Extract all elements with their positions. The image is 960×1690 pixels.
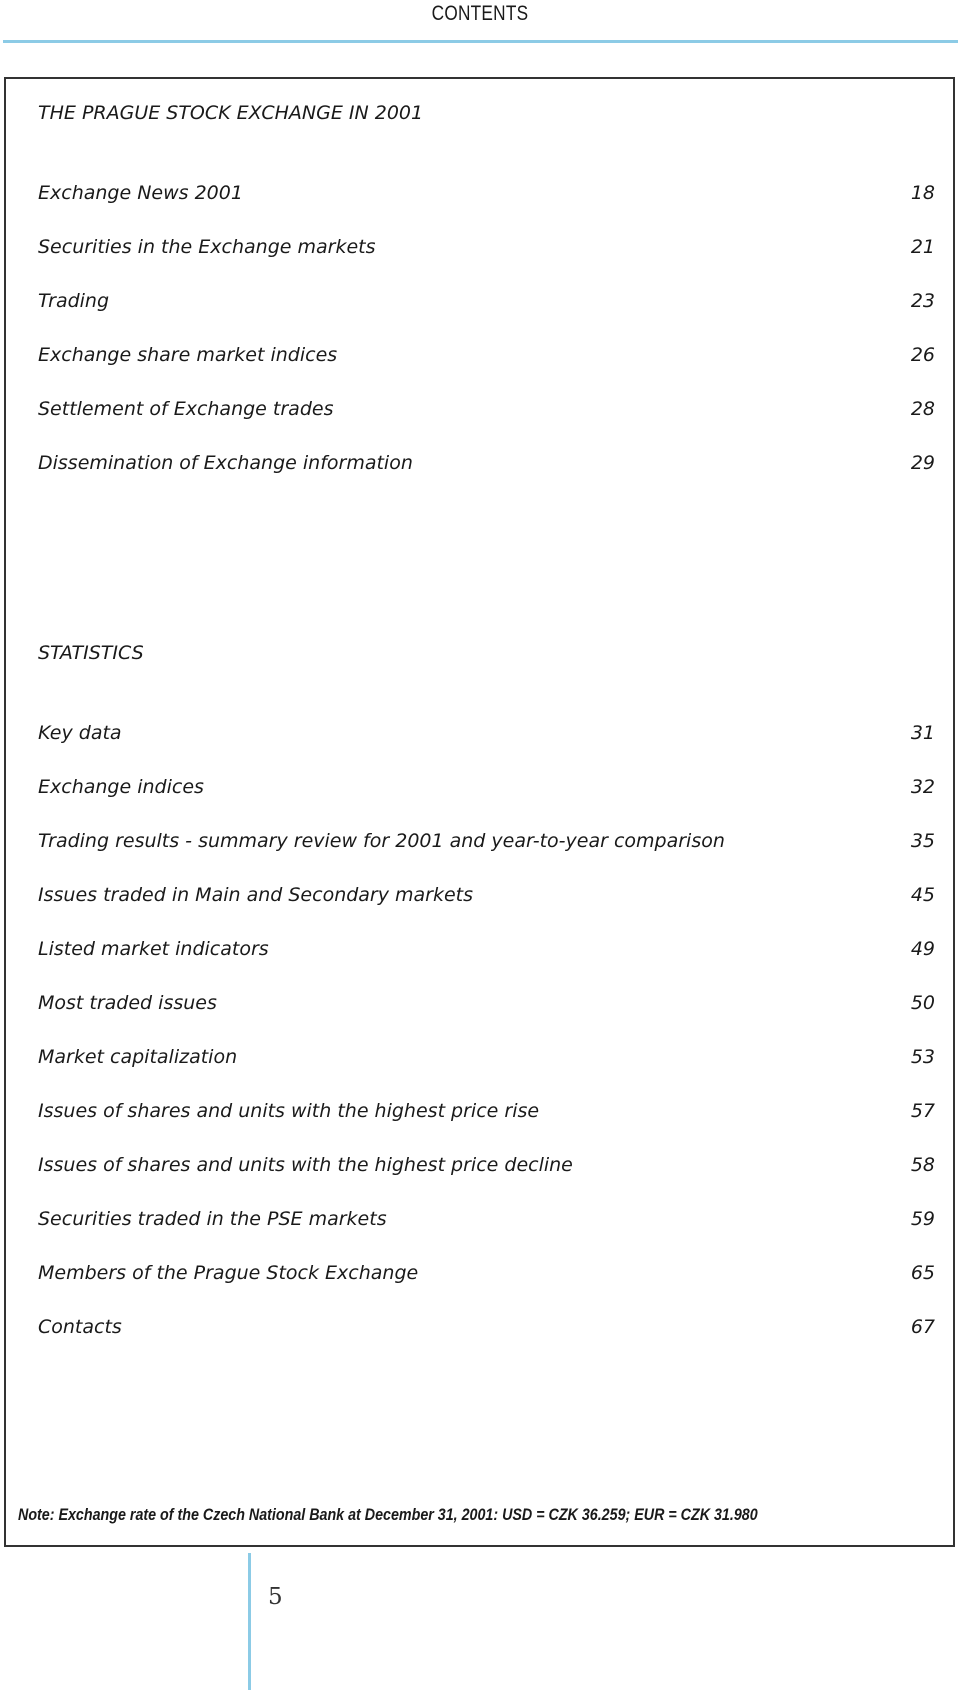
toc-entry[interactable] bbox=[38, 774, 935, 800]
toc-entry[interactable] bbox=[38, 180, 935, 206]
toc-entry-title: Issues of shares and units with the highest price rise bbox=[38, 1100, 540, 1122]
toc-entry-title: Dissemination of Exchange information bbox=[38, 452, 413, 474]
page-title: CONTENTS bbox=[431, 2, 529, 25]
toc-entry-title: Issues traded in Main and Secondary markets bbox=[38, 884, 474, 906]
toc-entry-page: 59 bbox=[910, 1208, 935, 1230]
toc-entry-page: 31 bbox=[910, 722, 935, 744]
toc-entry-page: 35 bbox=[910, 830, 935, 852]
toc-entry-page: 57 bbox=[910, 1100, 935, 1122]
toc-entry-title: Trading results - summary review for 2001 and year-to-year comparison bbox=[38, 830, 725, 852]
toc-entry-page: 50 bbox=[910, 992, 935, 1014]
toc-entry-page: 67 bbox=[910, 1316, 935, 1338]
toc-entry[interactable] bbox=[38, 342, 935, 368]
toc-entry[interactable] bbox=[38, 396, 935, 422]
toc-entry-page: 45 bbox=[910, 884, 935, 906]
toc-entry-page: 53 bbox=[910, 1046, 935, 1068]
exchange-rate-note: Note: Exchange rate of the Czech National Bank at December 31, 2001: USD = CZK 36.259; EUR = CZK 31.980 bbox=[18, 1505, 758, 1524]
toc-entry-page: 28 bbox=[910, 398, 935, 420]
toc-entry-title: Trading bbox=[38, 290, 110, 312]
toc-entry-title: Key data bbox=[38, 722, 122, 744]
toc-entry-title: Issues of shares and units with the highest price decline bbox=[38, 1154, 573, 1176]
toc-entry[interactable] bbox=[38, 1260, 935, 1286]
toc-entry-title: Exchange indices bbox=[38, 776, 204, 798]
toc-entry-page: 49 bbox=[910, 938, 935, 960]
toc-entry[interactable] bbox=[38, 1044, 935, 1070]
toc-entry-title: Members of the Prague Stock Exchange bbox=[38, 1262, 419, 1284]
toc-entry-title: Securities in the Exchange markets bbox=[38, 236, 376, 258]
toc-entry-page: 26 bbox=[910, 344, 935, 366]
toc-entry[interactable] bbox=[38, 450, 935, 476]
toc-entry-page: 32 bbox=[910, 776, 935, 798]
toc-entry[interactable] bbox=[38, 882, 935, 908]
section-title-statistics: STATISTICS bbox=[38, 642, 144, 664]
toc-entry-page: 18 bbox=[910, 182, 935, 204]
toc-entry-title: Contacts bbox=[38, 1316, 122, 1338]
toc-entry[interactable] bbox=[38, 990, 935, 1016]
toc-entry-page: 23 bbox=[910, 290, 935, 312]
toc-entry[interactable] bbox=[38, 936, 935, 962]
contents-frame bbox=[4, 77, 955, 1547]
toc-entry-page: 21 bbox=[910, 236, 935, 258]
toc-entry[interactable] bbox=[38, 1098, 935, 1124]
toc-entry-page: 29 bbox=[910, 452, 935, 474]
footer-accent-bar bbox=[248, 1553, 251, 1690]
toc-entry-title: Most traded issues bbox=[38, 992, 217, 1014]
page-number: 5 bbox=[268, 1584, 283, 1610]
toc-entry-title: Exchange News 2001 bbox=[38, 182, 243, 204]
toc-entry[interactable] bbox=[38, 720, 935, 746]
section-title-prague-stock-exchange: THE PRAGUE STOCK EXCHANGE IN 2001 bbox=[38, 102, 424, 124]
toc-entry[interactable] bbox=[38, 234, 935, 260]
toc-entry[interactable] bbox=[38, 1314, 935, 1340]
toc-entry-title: Securities traded in the PSE markets bbox=[38, 1208, 387, 1230]
toc-entry-title: Settlement of Exchange trades bbox=[38, 398, 334, 420]
toc-entry[interactable] bbox=[38, 828, 935, 854]
toc-entry-title: Exchange share market indices bbox=[38, 344, 338, 366]
toc-entry-title: Listed market indicators bbox=[38, 938, 269, 960]
header-rule bbox=[3, 40, 958, 43]
toc-entry[interactable] bbox=[38, 288, 935, 314]
toc-entry[interactable] bbox=[38, 1152, 935, 1178]
toc-entry-page: 58 bbox=[910, 1154, 935, 1176]
toc-entry-page: 65 bbox=[910, 1262, 935, 1284]
toc-entry[interactable] bbox=[38, 1206, 935, 1232]
toc-entry-title: Market capitalization bbox=[38, 1046, 238, 1068]
